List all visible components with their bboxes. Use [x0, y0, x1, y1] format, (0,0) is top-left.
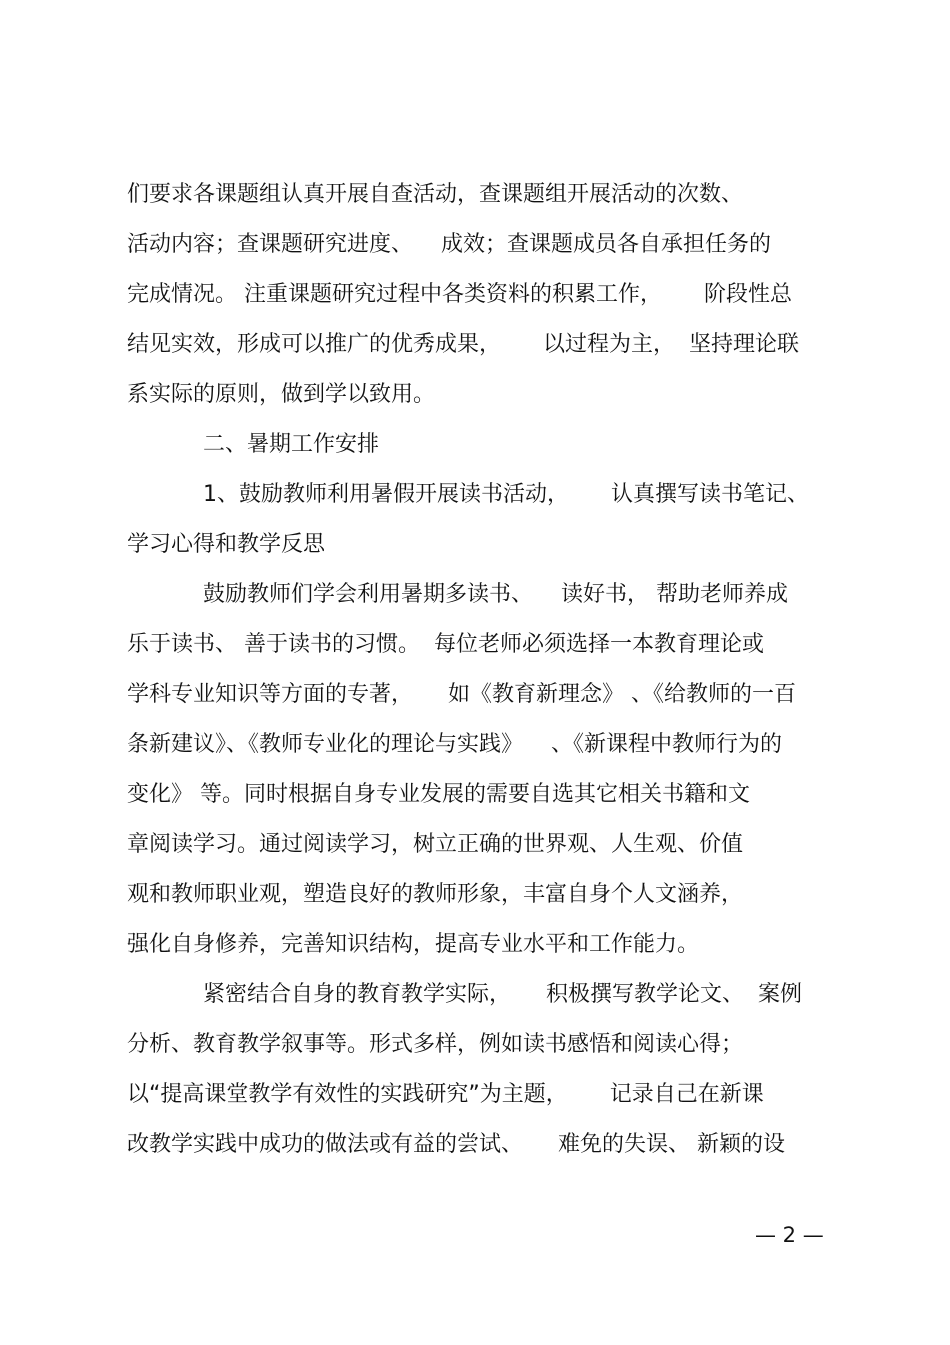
- page-number: — 2 —: [755, 1223, 824, 1247]
- paragraph-line: 分析、教育教学叙事等。形式多样，例如读书感悟和阅读心得；: [127, 1032, 744, 1057]
- paragraph-line: 变化》 等。同时根据自身专业发展的需要自选其它相关书籍和文: [127, 782, 750, 807]
- paragraph-line: 以“提高课堂教学有效性的实践研究”为主题， 记录自己在新课: [127, 1082, 764, 1107]
- text-line: 活动内容；查课题研究进度、 成效；查课题成员各自承担任务的: [127, 232, 771, 257]
- section-heading: 二、暑期工作安排: [203, 432, 380, 457]
- paragraph-line: 条新建议》、《教师专业化的理论与实践》 、《新课程中教师行为的: [127, 732, 782, 757]
- paragraph-line: 章阅读学习。通过阅读学习，树立正确的世界观、人生观、价值: [127, 832, 744, 857]
- paragraph-line: 观和教师职业观，塑造良好的教师形象，丰富自身个人文涵养，: [127, 882, 744, 907]
- paragraph-line: 乐于读书、 善于读书的习惯。 每位老师必须选择一本教育理论或: [127, 632, 764, 657]
- text-line: 系实际的原则，做到学以致用。: [127, 382, 436, 407]
- paragraph-line: 紧密结合自身的教育教学实际， 积极撰写教学论文、 案例: [203, 982, 802, 1007]
- paragraph-line: 强化自身修养，完善知识结构，提高专业水平和工作能力。: [127, 932, 700, 957]
- paragraph-line: 鼓励教师们学会利用暑期多读书、 读好书， 帮助老师养成: [203, 582, 788, 607]
- item-heading-continued: 学习心得和教学反思: [127, 532, 326, 557]
- paragraph-line: 改教学实践中成功的做法或有益的尝试、 难免的失误、 新颖的设: [127, 1132, 785, 1157]
- item-heading: 1、鼓励教师利用暑假开展读书活动， 认真撰写读书笔记、: [203, 482, 809, 507]
- text-line: 完成情况。 注重课题研究过程中各类资料的积累工作， 阶段性总: [127, 282, 792, 307]
- text-line: 们要求各课题组认真开展自查活动，查课题组开展活动的次数、: [127, 182, 744, 207]
- text-line: 结见实效，形成可以推广的优秀成果， 以过程为主， 坚持理论联: [127, 332, 799, 357]
- paragraph-line: 学科专业知识等方面的专著， 如《教育新理念》 、《给教师的一百: [127, 682, 796, 707]
